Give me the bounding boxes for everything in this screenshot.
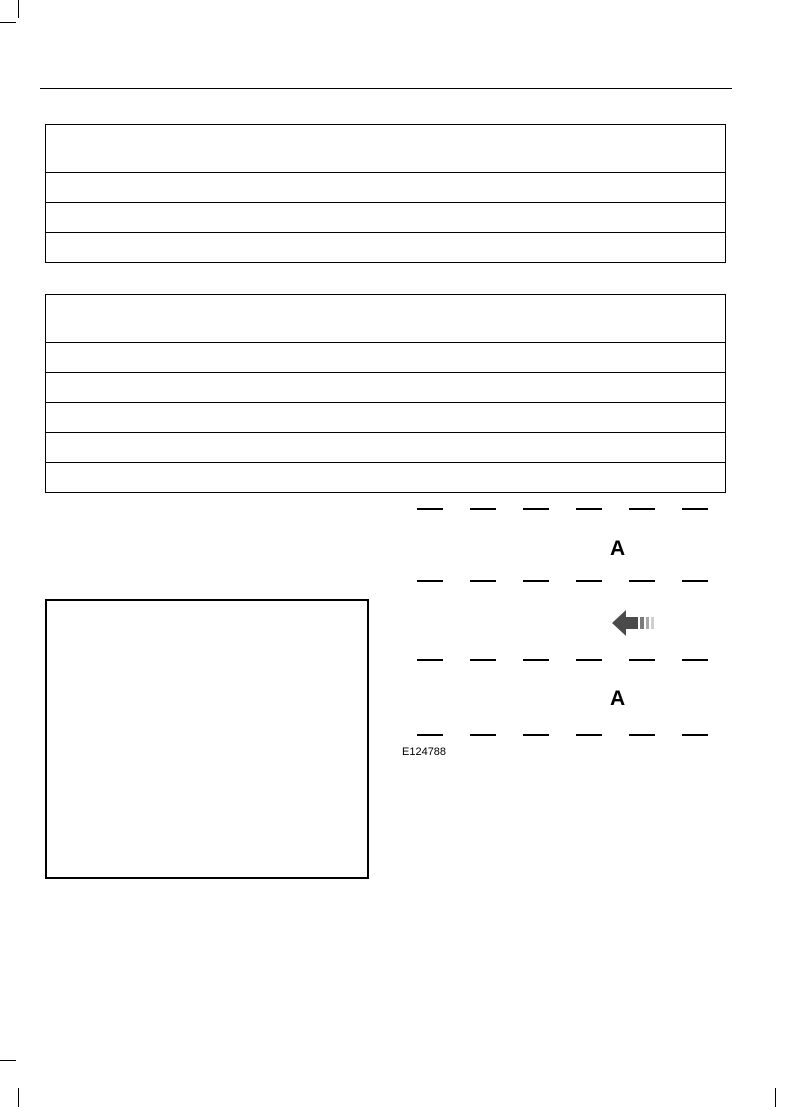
lane-figure	[400, 500, 720, 765]
header-rule	[40, 88, 732, 89]
table-2-row	[46, 403, 726, 433]
lane-label: A	[610, 537, 626, 560]
table-1-row	[46, 233, 726, 263]
lane-label: A	[610, 687, 626, 710]
spec-table-1	[45, 124, 726, 263]
lane-marking-row	[417, 659, 707, 661]
crop-mark-top-left-h	[0, 22, 16, 23]
crop-mark-bottom-right	[775, 1088, 776, 1107]
figure-id: E124788	[402, 746, 447, 758]
spec-table-2	[45, 294, 726, 493]
table-1-row	[46, 173, 726, 203]
table-1-header	[46, 125, 726, 173]
warning-note-box	[45, 599, 369, 879]
table-1-row	[46, 203, 726, 233]
left-arrow-icon	[612, 608, 658, 638]
lane-marking-row	[417, 734, 707, 736]
crop-mark-bottom-left-h	[0, 1060, 16, 1061]
table-2-row	[46, 433, 726, 463]
lane-marking-row	[417, 508, 707, 510]
table-2-header	[46, 295, 726, 343]
crop-mark-top-left	[18, 0, 19, 18]
crop-mark-bottom-left	[18, 1088, 19, 1107]
lane-marking-row	[417, 580, 707, 582]
table-2-row	[46, 343, 726, 373]
table-2-row	[46, 373, 726, 403]
table-2-row	[46, 463, 726, 493]
